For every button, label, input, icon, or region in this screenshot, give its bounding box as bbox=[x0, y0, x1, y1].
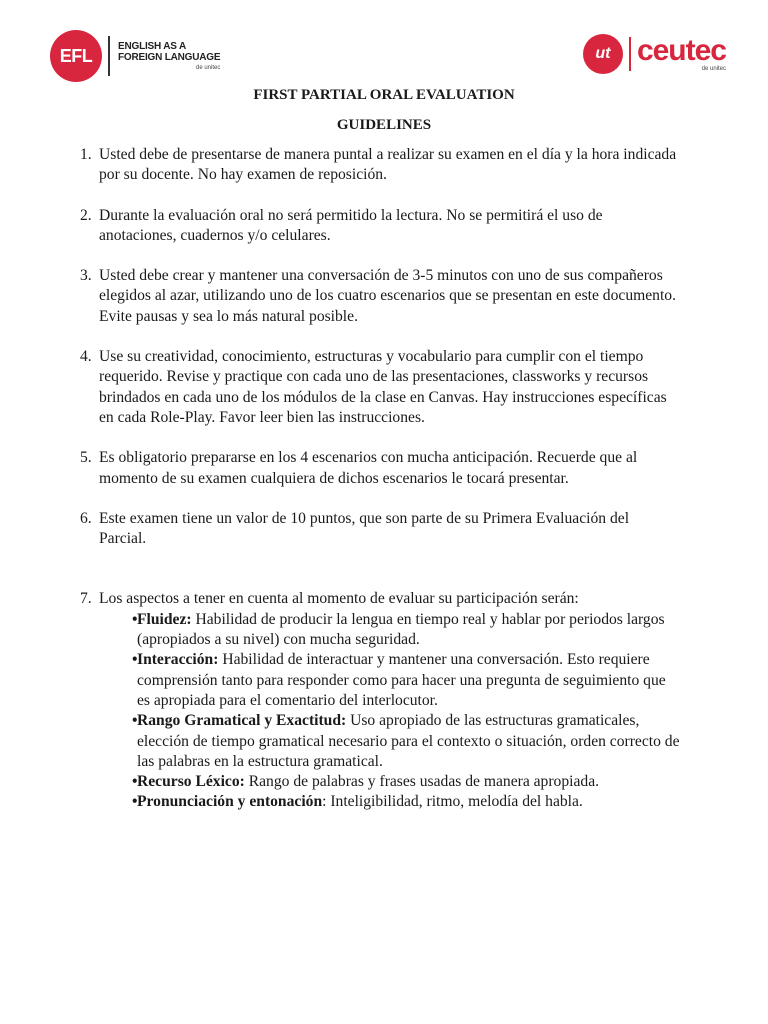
criteria-desc: Rango de palabras y frases usadas de manera apropiada. bbox=[244, 773, 600, 791]
list-item bbox=[80, 448, 680, 489]
item-text: Durante la evaluación oral no será permitido la lectura. No se permitirá el uso de anotaciones, cuadernos y/o celulares. bbox=[99, 206, 603, 244]
criteria-term: Rango Gramatical y Exactitud: bbox=[137, 712, 347, 730]
efl-sub: de unitec bbox=[196, 65, 221, 71]
item-text: Usted debe de presentarse de manera puntal a realizar su examen en el día y la hora indicada por su docente. No hay examen de reposición. bbox=[99, 146, 677, 184]
criteria-desc: Habilidad de producir la lengua en tiempo real y hablar por periodos largos (apropiados a su nivel) con mucha seguridad. bbox=[137, 610, 665, 649]
item-text: Usted debe crear y mantener una conversación de 3-5 minutos con uno de sus compañeros elegidos al azar, utilizando uno de los cuatro escenarios que se presentan en este documento. Evite pausas y sea lo más natural posible. bbox=[99, 267, 676, 325]
item-number: 5. bbox=[80, 449, 92, 467]
efl-logo bbox=[50, 30, 220, 82]
ceutec-logo bbox=[583, 34, 726, 74]
ceutec-word: ceutec bbox=[636, 34, 726, 67]
criteria-desc: : Inteligibilidad, ritmo, melodía del habla. bbox=[322, 793, 583, 811]
item-text: Los aspectos a tener en cuenta al momento de evaluar su participación serán: bbox=[99, 590, 579, 608]
criteria-item bbox=[80, 711, 680, 772]
item-text: Use su creatividad, conocimiento, estructuras y vocabulario para cumplir con el tiempo requerido. Revise y practique con cada uno de las presentaciones, classworks y recursos brindados en cada uno de los módulos de la clase en Canvas. Hay instrucciones específicas en cada Role-Play. Favor leer bien las instrucciones. bbox=[99, 348, 667, 426]
ceutec-logo-text bbox=[637, 36, 726, 72]
document-subtitle: GUIDELINES bbox=[336, 117, 432, 133]
list-item bbox=[80, 347, 680, 428]
criteria-list bbox=[80, 610, 680, 813]
criteria-item bbox=[80, 792, 680, 812]
list-item bbox=[80, 145, 680, 186]
page-header bbox=[0, 26, 768, 86]
criteria-item bbox=[80, 610, 680, 651]
efl-line1: ENGLISH AS A bbox=[118, 41, 186, 52]
list-item bbox=[80, 509, 680, 550]
criteria-item bbox=[80, 650, 680, 711]
criteria-desc: Habilidad de interactuar y mantener una conversación. Esto requiere comprensión tanto para responder como para hacer una pregunta de seguimiento que es apropiada para el comentario del interlocutor. bbox=[137, 651, 666, 709]
item-number: 4. bbox=[80, 348, 92, 366]
item-number: 1. bbox=[80, 146, 92, 163]
item-number: 6. bbox=[80, 509, 92, 527]
item-number: 3. bbox=[80, 267, 92, 285]
item-text: Este examen tiene un valor de 10 puntos, que son parte de su Primera Evaluación del Parcial. bbox=[99, 509, 630, 548]
criteria-item bbox=[80, 772, 680, 792]
efl-logo-text bbox=[118, 41, 220, 71]
efl-badge: EFL bbox=[50, 30, 102, 82]
ceutec-sub: de unitec bbox=[701, 66, 726, 72]
criteria-term: Fluidez: bbox=[137, 610, 192, 628]
efl-line2: FOREIGN LANGUAGE bbox=[118, 52, 221, 63]
criteria-term: Recurso Léxico: bbox=[137, 773, 245, 791]
list-item bbox=[80, 266, 680, 327]
criteria-desc: Uso apropiado de las estructuras gramaticales, elección de tiempo gramatical necesario para el contexto o situación, orden correcto de las palabras en la estructura gramatical. bbox=[137, 712, 680, 770]
guidelines-list bbox=[80, 145, 680, 813]
item-number: 2. bbox=[80, 206, 92, 224]
criteria-term: Pronunciación y entonación bbox=[137, 793, 323, 811]
ceutec-logo-divider bbox=[629, 37, 631, 71]
efl-logo-divider bbox=[108, 36, 110, 76]
document-title: FIRST PARTIAL ORAL EVALUATION bbox=[253, 87, 515, 103]
criteria-term: Interacción: bbox=[137, 651, 219, 669]
list-item bbox=[80, 589, 680, 609]
list-item bbox=[80, 206, 680, 247]
item-number: 7. bbox=[80, 590, 92, 608]
item-text: Es obligatorio prepararse en los 4 escenarios con mucha anticipación. Recuerde que al momento de su examen cualquiera de dichos escenarios le tocará presentar. bbox=[99, 449, 638, 487]
ceutec-badge: ut bbox=[583, 34, 623, 74]
